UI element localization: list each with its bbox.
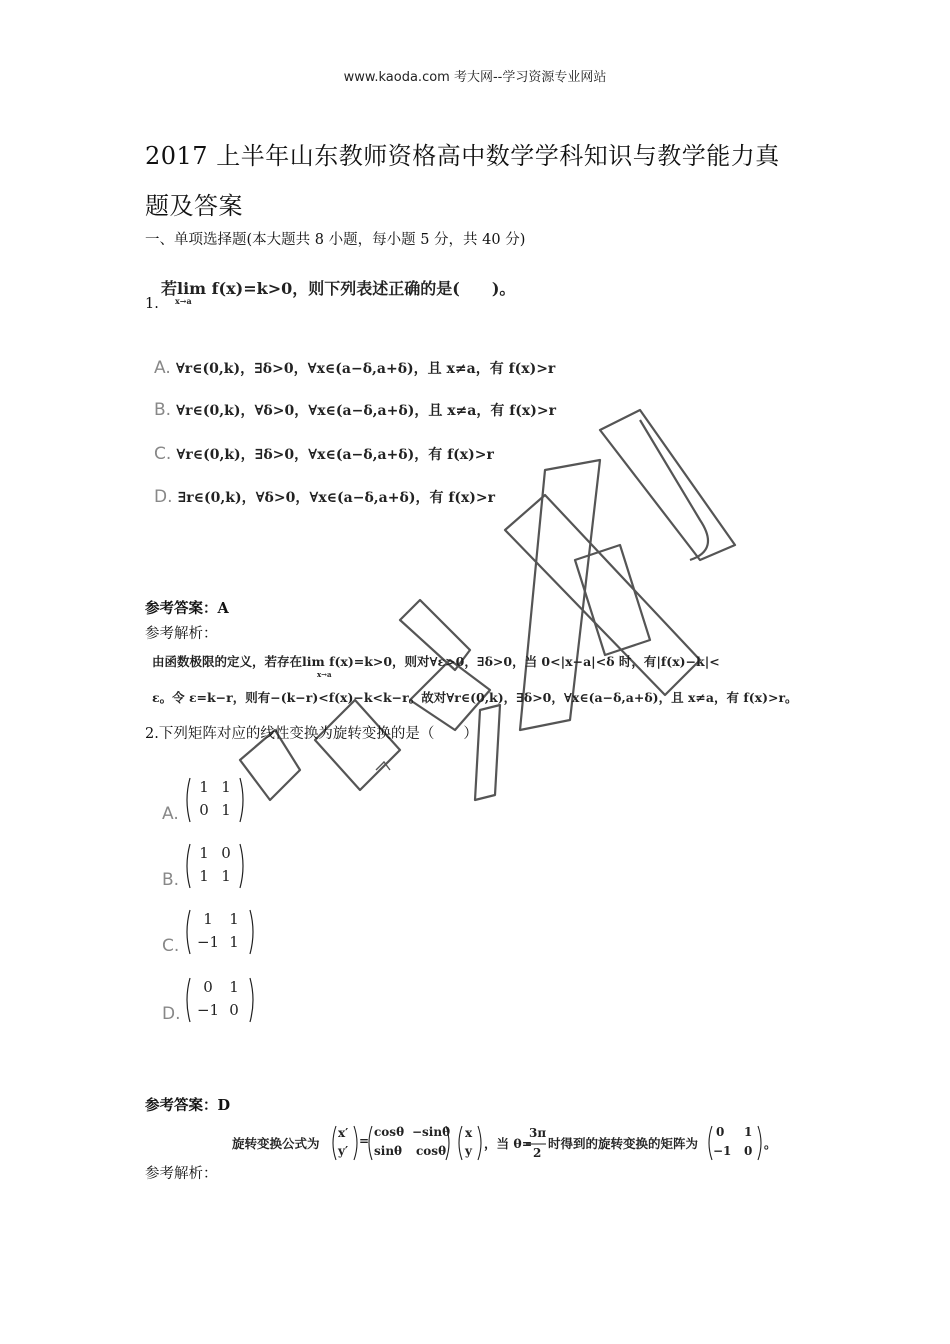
result-cell: −1	[713, 1144, 732, 1158]
result-cell: 1	[744, 1125, 753, 1139]
matrix-cell: 1	[229, 910, 239, 928]
solution-mid: ，当 θ=	[484, 1136, 533, 1151]
matrix-cell: 0	[199, 801, 209, 819]
option-label: B.	[162, 870, 180, 890]
page-title: 2017 上半年山东教师资格高中数学学科知识与教学能力真	[145, 142, 780, 170]
matrix-cell: 1	[199, 778, 209, 796]
matrix-cell: −1	[196, 1001, 220, 1019]
q2-analysis-label: 参考解析：	[145, 1166, 218, 1182]
q1-option-c	[154, 444, 494, 464]
matrix-cell: 0	[203, 978, 213, 996]
rotation-cell: cosθ	[416, 1144, 447, 1158]
matrix-cell: 1	[199, 844, 209, 862]
vector-cell: x′	[338, 1126, 349, 1140]
option-label: D.	[154, 487, 173, 507]
theta-numerator: 3π	[529, 1126, 547, 1140]
result-cell: 0	[744, 1144, 753, 1158]
matrix-cell: 1	[203, 910, 213, 928]
option-label: C.	[162, 936, 180, 956]
vector-cell: y′	[338, 1144, 349, 1158]
q1-analysis-line2: ε。令 ε=k−r，则有−(k−r)<f(x)−k<k−r。故对∀r∈(0,k)，∃δ>0，∀x∈(a−δ,a+δ)，且 x≠a，有 f(x)>r。	[152, 690, 798, 705]
theta-denominator: 2	[533, 1146, 542, 1160]
option-text: ∀r∈(0,k)，∃δ>0，∀x∈(a−δ,a+δ)，有 f(x)>r	[176, 447, 494, 463]
matrix-cell: 1	[199, 867, 209, 885]
q1-option-d	[154, 487, 495, 507]
rotation-cell: sinθ	[374, 1144, 403, 1158]
q1-option-a	[154, 358, 555, 378]
q2-stem: 2.下列矩阵对应的线性变换为旋转变换的是（ ）	[145, 726, 478, 742]
matrix-cell: 1	[221, 801, 231, 819]
q1-analysis-label: 参考解析：	[145, 626, 218, 642]
page-header: www.kaoda.com 考大网--学习资源专业网站	[343, 70, 607, 85]
option-label: B.	[154, 400, 172, 420]
q2-option-c	[162, 906, 272, 962]
q1-analysis-line1: 由函数极限的定义，若存在lim f(x)=k>0，则对∀ε>0，∃δ>0，当 0<|x−a|<δ 时，有|f(x)−k|<	[152, 654, 720, 669]
vector-cell: y	[465, 1144, 472, 1158]
q1-number: 1.	[145, 296, 159, 312]
option-label: D.	[162, 1004, 181, 1024]
q1-limit-subscript: x→a	[175, 296, 192, 306]
matrix-cell: 0	[229, 1001, 239, 1019]
q1-analysis-subscript: x→a	[317, 670, 332, 679]
q2-option-a	[162, 774, 262, 830]
page-title-continued: 题及答案	[145, 192, 243, 220]
solution-suffix: 时得到的旋转变换的矩阵为	[548, 1136, 699, 1151]
rotation-cell: −sinθ	[412, 1125, 451, 1139]
matrix-cell: −1	[196, 933, 220, 951]
option-label: A.	[154, 358, 171, 378]
matrix-cell: 1	[229, 933, 239, 951]
result-cell: 0	[716, 1125, 725, 1139]
q1-stem: 若lim f(x)=k>0，则下列表述正确的是( )。	[161, 279, 516, 298]
matrix-cell: 1	[221, 867, 231, 885]
option-label: A.	[162, 804, 179, 824]
equals-sign: =	[359, 1134, 370, 1148]
solution-end: 。	[764, 1136, 777, 1151]
option-label: C.	[154, 444, 172, 464]
q2-option-d	[162, 974, 272, 1030]
vector-cell: x	[465, 1126, 473, 1140]
rotation-cell: cosθ	[374, 1125, 405, 1139]
section-heading: 一、单项选择题(本大题共 8 小题，每小题 5 分，共 40 分)	[145, 232, 526, 248]
matrix-cell: 0	[221, 844, 231, 862]
q2-solution-formula	[232, 1122, 792, 1166]
option-text: ∀r∈(0,k)，∀δ>0，∀x∈(a−δ,a+δ)，且 x≠a，有 f(x)>r	[176, 403, 556, 419]
matrix-cell: 1	[221, 778, 231, 796]
solution-prefix: 旋转变换公式为	[232, 1136, 320, 1151]
q1-answer: 参考答案：A	[145, 600, 229, 617]
matrix-cell: 1	[229, 978, 239, 996]
option-text: ∃r∈(0,k)，∀δ>0，∀x∈(a−δ,a+δ)，有 f(x)>r	[177, 490, 496, 506]
q2-option-b	[162, 840, 262, 896]
q1-option-b	[154, 400, 556, 420]
q2-answer: 参考答案：D	[145, 1097, 231, 1114]
option-text: ∀r∈(0,k)，∃δ>0，∀x∈(a−δ,a+δ)，且 x≠a，有 f(x)>r	[175, 361, 556, 377]
